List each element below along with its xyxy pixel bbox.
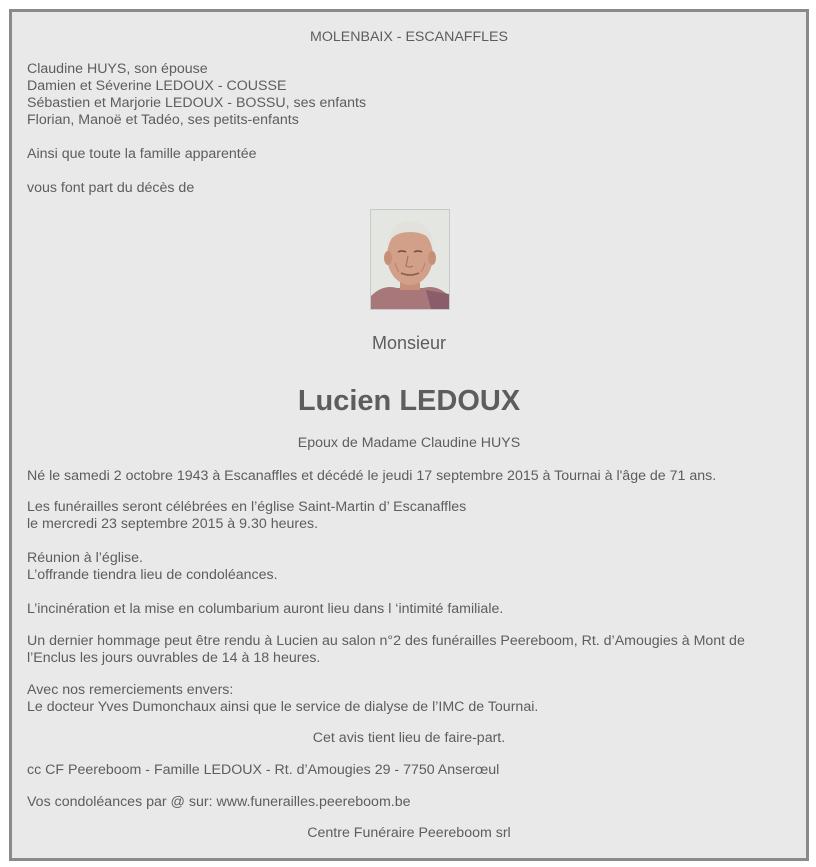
obituary-card [9, 9, 809, 861]
tribute-line-2: l’Enclus les jours ouvrables de 14 à 18 heures. [27, 650, 321, 666]
portrait-image [371, 210, 449, 309]
dates-line: Né le samedi 2 octobre 1943 à Escanaffles et décédé le jeudi 17 septembre 2015 à Tournai à l'âge de 71 ans. [27, 468, 717, 484]
funeral-line-1: Les funérailles seront célébrées en l’église Saint-Martin d’ Escanaffles [27, 499, 467, 515]
address-line: cc CF Peereboom - Famille LEDOUX - Rt. d’Amougies 29 - 7750 Anserœul [27, 762, 500, 778]
cremation-line: L’incinération et la mise en columbarium auront lieu dans l ‘intimité familiale. [27, 601, 504, 617]
deceased-name: Lucien LEDOUX [297, 385, 521, 417]
condolences-line: Vos condoléances par @ sur: www.funerailles.peereboom.be [27, 794, 411, 810]
reunion-line-2: L’offrande tiendra lieu de condoléances. [27, 567, 278, 583]
reunion-line-1: Réunion à l’église. [27, 550, 143, 566]
thanks-line-2: Le docteur Yves Dumonchaux ainsi que le service de dialyse de l’IMC de Tournai. [27, 699, 539, 715]
spouse-line: Epoux de Madame Claudine HUYS [297, 435, 521, 451]
family-line-1: Claudine HUYS, son épouse [27, 61, 208, 77]
location-header: MOLENBAIX - ESCANAFFLES [310, 29, 508, 45]
deceased-portrait [370, 209, 450, 310]
family-line-3: Sébastien et Marjorie LEDOUX - BOSSU, ses enfants [27, 95, 367, 111]
notice-line: Cet avis tient lieu de faire-part. [312, 730, 506, 746]
family-line-4: Florian, Manoë et Tadéo, ses petits-enfants [27, 112, 299, 128]
tribute-line-1: Un dernier hommage peut être rendu à Lucien au salon n°2 des funérailles Peereboom, Rt. d’Amougies à Mont de [27, 633, 745, 649]
deceased-title: Monsieur [371, 333, 447, 353]
funeral-line-2: le mercredi 23 septembre 2015 à 9.30 heures. [27, 516, 319, 532]
announce-line: vous font part du décès de [27, 180, 195, 196]
relatives-line: Ainsi que toute la famille apparentée [27, 146, 257, 162]
family-line-2: Damien et Séverine LEDOUX - COUSSE [27, 78, 287, 94]
footer-line: Centre Funéraire Peereboom srl [307, 825, 511, 841]
thanks-line-1: Avec nos remerciements envers: [27, 682, 234, 698]
